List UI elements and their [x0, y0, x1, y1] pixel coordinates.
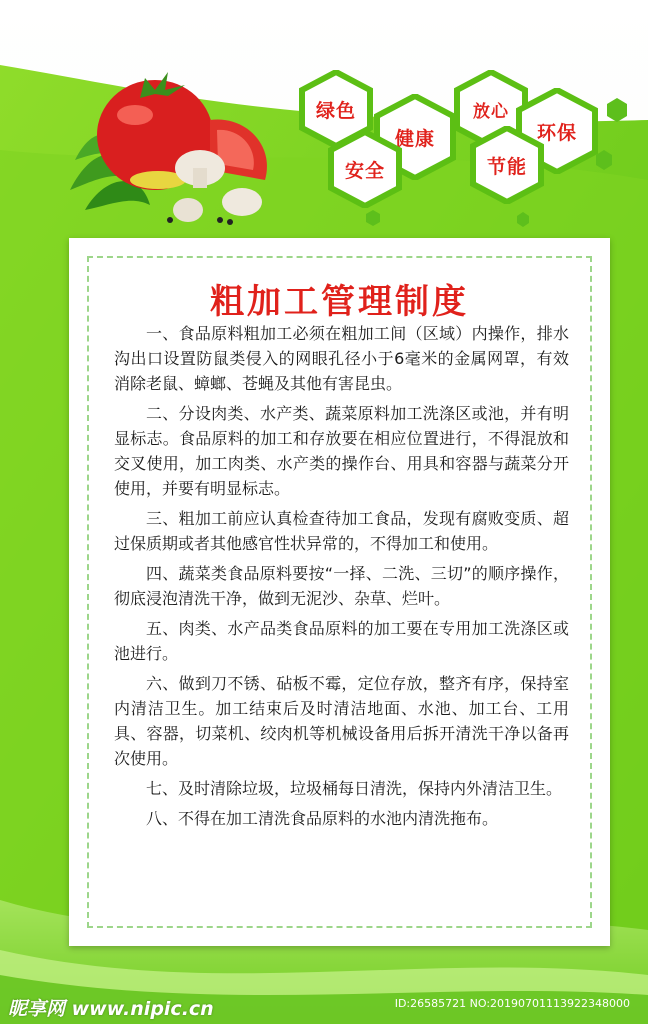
paragraph: 六、做到刀不锈、砧板不霉，定位存放，整齐有序，保持室内清洁卫生。加工结束后及时清洁地面、水池、加工台、工用具、容器，切菜机、绞肉机等机械设备用后拆开清洗干净以备再次使用。	[114, 674, 569, 768]
document-title: 粗加工管理制度	[210, 282, 469, 322]
badge-label: 绿色	[315, 99, 356, 122]
paragraph: 一、食品原料粗加工必须在粗加工间（区域）内操作，排水沟出口设置防鼠类侵入的网眼孔径小于6毫米的金属网罩，有效消除老鼠、蟑螂、苍蝇及其他有害昆虫。	[114, 324, 569, 393]
badge-label: 节能	[486, 155, 527, 178]
paragraph: 五、肉类、水产品类食品原料的加工要在专用加工洗涤区或池进行。	[114, 619, 569, 663]
paragraph: 二、分设肉类、水产类、蔬菜原料加工洗涤区或池，并有明显标志。食品原料的加工和存放要在相应位置进行，不得混放和交叉使用，加工肉类、水产类的操作台、用具和容器与蔬菜分开使用，并要有明显标志。	[114, 404, 569, 498]
badge-energy	[468, 126, 546, 204]
badge-safety	[326, 130, 404, 208]
badge-label: 放心	[473, 101, 509, 122]
badge-label: 安全	[344, 159, 385, 182]
watermark-id: ID:26585721 NO:20190701113922348000	[394, 997, 630, 1010]
badge-label: 健康	[394, 127, 435, 150]
paragraph: 三、粗加工前应认真检查待加工食品，发现有腐败变质、超过保质期或者其他感官性状异常的，不得加工和使用。	[114, 509, 569, 553]
paragraph: 四、蔬菜类食品原料要按“一择、二洗、三切”的顺序操作，彻底浸泡清洗干净，做到无泥沙、杂草、烂叶。	[114, 564, 569, 608]
vegetables-illustration	[60, 60, 290, 230]
regulation-card	[69, 238, 610, 946]
watermark-logo: 昵享网 www.nipic.cn	[8, 998, 214, 1020]
paragraph: 八、不得在加工清洗食品原料的水池内清洗拖布。	[146, 809, 499, 828]
document-body	[114, 321, 569, 836]
paragraph: 七、及时清除垃圾，垃圾桶每日清洗，保持内外清洁卫生。	[146, 779, 563, 798]
badge-label: 环保	[536, 121, 577, 144]
